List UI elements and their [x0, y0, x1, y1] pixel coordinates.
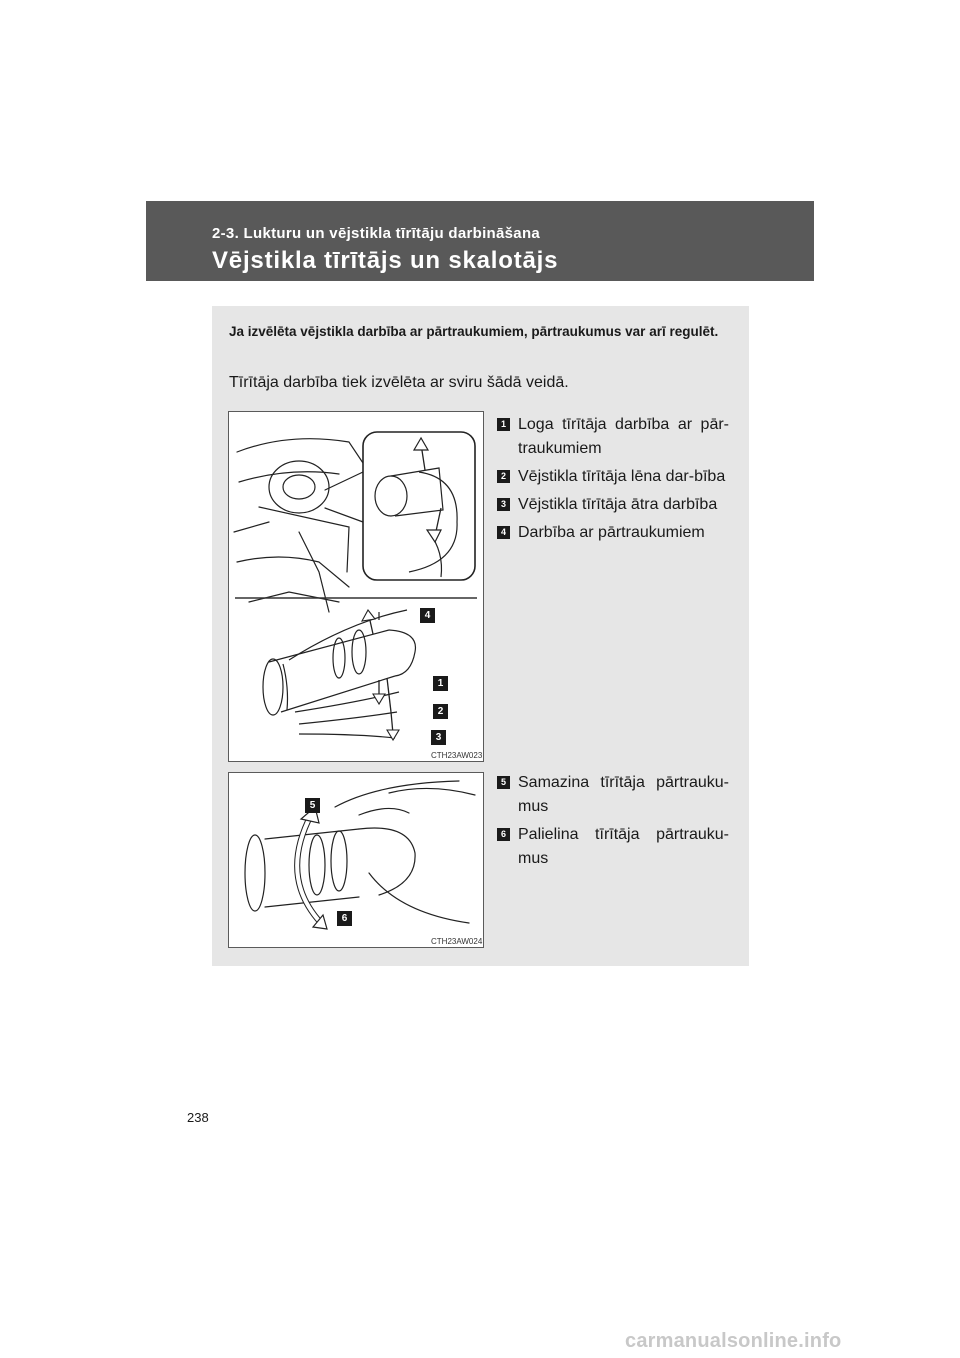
- list-item: [497, 823, 729, 871]
- item-number-badge: 4: [497, 526, 510, 539]
- page-title: Vējstikla tīrītājs un skalotājs: [212, 247, 559, 274]
- item-text: Palielina tīrītāja pārtrauku-mus: [518, 826, 729, 867]
- section-header: [146, 201, 814, 281]
- item-number-badge: 2: [497, 470, 510, 483]
- list-item: [497, 493, 729, 517]
- callout-6: 6: [337, 911, 352, 926]
- callout-5: 5: [305, 798, 320, 813]
- list-item: [497, 771, 729, 819]
- figure-interval-ring: [228, 772, 484, 948]
- intro-text: Ja izvēlēta vējstikla darbība ar pārtraukumiem, pārtraukumus var arī regulēt.: [229, 324, 719, 339]
- item-number-badge: 6: [497, 828, 510, 841]
- item-text: Darbība ar pārtraukumiem: [518, 524, 705, 541]
- item-text: Loga tīrītāja darbība ar pār-traukumiem: [518, 416, 729, 457]
- list-item: [497, 465, 729, 489]
- interval-list: [497, 771, 729, 875]
- section-title: 2-3. Lukturu un vējstikla tīrītāju darbināšana: [212, 225, 541, 242]
- callout-2: 2: [433, 704, 448, 719]
- figure-wiper-lever: [228, 411, 484, 762]
- figure-code: CTH23AW023: [431, 751, 483, 760]
- list-item: [497, 413, 729, 461]
- page-number: 238: [187, 1110, 209, 1125]
- item-number-badge: 3: [497, 498, 510, 511]
- callout-3: 3: [431, 730, 446, 745]
- watermark: carmanualsonline.info: [625, 1330, 842, 1352]
- list-item: [497, 521, 729, 545]
- item-text: Vējstikla tīrītāja lēna dar-bība: [518, 468, 726, 485]
- item-number-badge: 5: [497, 776, 510, 789]
- wiper-mode-list: [497, 413, 729, 549]
- item-number-badge: 1: [497, 418, 510, 431]
- figure-code: CTH23AW024: [431, 937, 483, 946]
- callout-1: 1: [433, 676, 448, 691]
- lead-text: Tīrītāja darbība tiek izvēlēta ar sviru šādā veidā.: [229, 374, 569, 391]
- item-text: Samazina tīrītāja pārtrauku-mus: [518, 774, 729, 815]
- figure-interval-ring-illustration: [229, 773, 483, 947]
- item-text: Vējstikla tīrītāja ātra darbība: [518, 496, 718, 513]
- callout-4: 4: [420, 608, 435, 623]
